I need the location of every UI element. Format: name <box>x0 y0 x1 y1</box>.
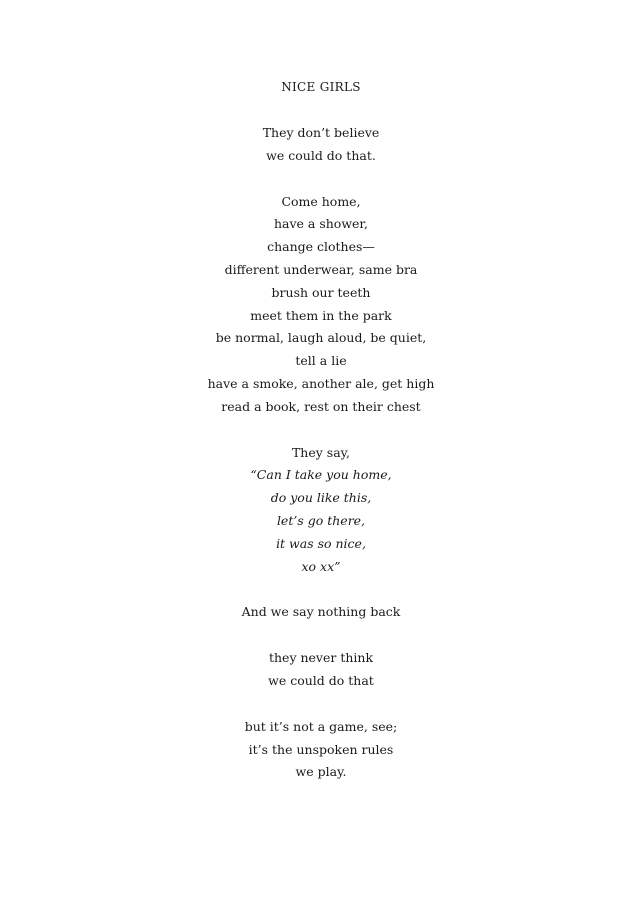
poem-line: it was so nice, <box>276 535 366 551</box>
poem-line: different underwear, same bra <box>224 261 418 277</box>
stanza-gap <box>0 693 642 716</box>
stanza <box>0 464 642 578</box>
poem-line: they never think <box>268 650 374 666</box>
poem-body <box>0 122 642 784</box>
poem-line: have a shower, <box>273 216 369 232</box>
poem-line: we could do that <box>268 672 374 688</box>
poem <box>0 76 642 784</box>
poem-line: tell a lie <box>295 353 347 369</box>
poem-line: we play. <box>295 764 347 780</box>
stanza <box>0 191 642 419</box>
poem-title: NICE GIRLS <box>281 80 361 94</box>
stanza-gap <box>0 419 642 442</box>
poem-line: it’s the unspoken rules <box>248 741 394 757</box>
stanza <box>0 716 642 784</box>
poem-line: meet them in the park <box>250 307 392 323</box>
stanza-gap <box>0 624 642 647</box>
poem-line: we could do that. <box>266 147 376 163</box>
poem-line: read a book, rest on their chest <box>221 398 421 414</box>
poem-line: They don’t believe <box>262 125 380 140</box>
stanza-gap <box>0 99 642 122</box>
stanza <box>0 442 642 465</box>
poem-line: And we say nothing back <box>241 604 401 620</box>
poem-line: change clothes— <box>267 239 375 255</box>
poem-line: xo xx” <box>301 558 341 574</box>
stanza-gap <box>0 578 642 601</box>
stanza <box>0 122 642 168</box>
poem-line: let’s go there, <box>276 512 366 528</box>
stanza <box>0 601 642 624</box>
poem-line: “Can I take you home, <box>250 467 392 483</box>
poem-line: brush our teeth <box>271 284 371 300</box>
poem-line: They say, <box>291 444 351 460</box>
poem-line: be normal, laugh aloud, be quiet, <box>215 330 427 346</box>
poem-line: have a smoke, another ale, get high <box>207 375 435 391</box>
stanza-gap <box>0 168 642 191</box>
poem-line: Come home, <box>281 193 361 209</box>
poem-line: but it’s not a game, see; <box>244 718 398 734</box>
stanza <box>0 647 642 693</box>
poem-line: do you like this, <box>270 490 372 506</box>
